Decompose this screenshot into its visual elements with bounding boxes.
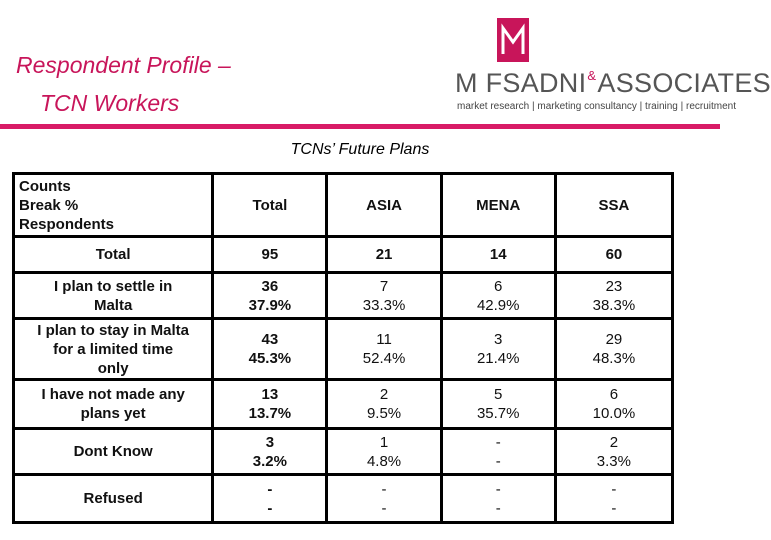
cell-value: 29 <box>605 331 623 348</box>
row-label-line: I plan to settle in <box>53 277 173 295</box>
region-cell <box>328 430 439 473</box>
cell-value: - <box>611 499 617 517</box>
header-divider <box>0 124 720 129</box>
row-label-line: I have not made any <box>41 386 185 403</box>
cell-value: 38.3% <box>592 296 636 314</box>
cell-value: 4.8% <box>366 452 402 470</box>
region-cell <box>557 320 671 378</box>
cell-value: 21.4% <box>476 350 520 367</box>
cell-value: 3 <box>494 331 503 348</box>
cell-value: 45.3% <box>248 350 292 367</box>
cell-value: - <box>495 433 501 451</box>
future-plans-table <box>12 172 674 524</box>
total-cell <box>214 274 325 317</box>
row-label <box>15 476 211 521</box>
region-cell <box>557 430 671 473</box>
table-row <box>15 274 671 317</box>
cell-value: 5 <box>494 386 503 403</box>
region-cell <box>443 430 554 473</box>
header-corner <box>15 175 211 235</box>
title-line-2: TCN Workers <box>40 90 180 116</box>
cell-value: 9.5% <box>366 405 402 422</box>
row-label <box>15 381 211 427</box>
cell-value: 13 <box>261 386 279 403</box>
cell-value: 42.9% <box>476 296 520 314</box>
logo-tagline: market research | marketing consultancy | training | recruitment <box>457 101 737 112</box>
total-row <box>15 238 671 271</box>
region-cell <box>443 274 554 317</box>
cell-value: 48.3% <box>592 350 636 367</box>
header-row <box>15 175 671 235</box>
cell-value: - <box>381 499 387 517</box>
total-cell: 95 <box>214 238 325 271</box>
cell-value: 37.9% <box>248 296 292 314</box>
cell-value: 2 <box>609 433 619 451</box>
cell-value: - <box>267 499 273 517</box>
cell-value: 13.7% <box>248 405 292 422</box>
row-label-line: I plan to stay in Malta <box>37 321 189 339</box>
title-line-1: Respondent Profile – <box>16 52 231 78</box>
column-header: MENA <box>443 175 554 235</box>
data-table-container <box>12 172 674 517</box>
total-cell <box>214 381 325 427</box>
region-cell <box>443 476 554 521</box>
row-label-line: only <box>97 359 129 377</box>
region-cell <box>328 476 439 521</box>
row-label: Total <box>15 238 211 271</box>
cell-value: - <box>495 480 501 498</box>
total-cell <box>214 476 325 521</box>
slide-title <box>16 46 336 122</box>
cell-value: 3.2% <box>252 452 287 470</box>
cell-value: 7 <box>379 277 389 295</box>
region-cell <box>328 274 439 317</box>
region-cell <box>557 381 671 427</box>
row-label-line: plans yet <box>80 405 146 422</box>
cell-value: 3 <box>265 433 275 451</box>
row-label <box>15 430 211 473</box>
table-row <box>15 476 671 521</box>
cell-value: 36 <box>261 277 279 295</box>
table-row <box>15 320 671 378</box>
region-cell <box>328 320 439 378</box>
cell-value: 1 <box>379 433 389 451</box>
region-cell <box>443 320 554 378</box>
row-label-line: Malta <box>93 296 133 314</box>
header-corner-line: Break % <box>19 196 79 214</box>
table-row <box>15 430 671 473</box>
column-header: Total <box>214 175 325 235</box>
column-header: SSA <box>557 175 671 235</box>
cell-value: - <box>267 480 273 498</box>
row-label-line: for a limited time <box>53 340 174 358</box>
cell-value: - <box>495 499 501 517</box>
header-corner-line: Respondents <box>19 215 115 233</box>
cell-value: 3.3% <box>596 452 631 470</box>
cell-value: - <box>495 452 501 470</box>
cell-value: 2 <box>379 386 389 403</box>
row-label-line: Refused <box>83 490 143 507</box>
total-cell <box>214 320 325 378</box>
logo-name: M FSADNI&ASSOCIATES <box>455 68 771 98</box>
cell-value: 23 <box>605 277 623 295</box>
company-logo <box>455 18 771 118</box>
cell-value: 43 <box>261 331 279 348</box>
cell-value: - <box>611 480 617 498</box>
header-corner-line: Counts <box>19 177 71 195</box>
total-cell: 21 <box>328 238 439 271</box>
region-cell <box>328 381 439 427</box>
column-header: ASIA <box>328 175 439 235</box>
cell-value: 52.4% <box>362 350 406 367</box>
row-label <box>15 320 211 378</box>
total-cell <box>214 430 325 473</box>
row-label-line: Dont Know <box>73 443 153 460</box>
row-label <box>15 274 211 317</box>
cell-value: 11 <box>376 331 392 348</box>
logo-mark-icon <box>495 18 531 62</box>
region-cell <box>443 381 554 427</box>
total-cell: 14 <box>443 238 554 271</box>
region-cell <box>557 476 671 521</box>
cell-value: - <box>381 480 387 498</box>
table-row <box>15 381 671 427</box>
region-cell <box>557 274 671 317</box>
table-caption: TCNs’ Future Plans <box>290 141 430 158</box>
cell-value: 6 <box>494 277 503 295</box>
cell-value: 6 <box>609 386 619 403</box>
cell-value: 10.0% <box>592 405 636 422</box>
total-cell: 60 <box>557 238 671 271</box>
cell-value: 33.3% <box>362 296 406 314</box>
cell-value: 35.7% <box>476 405 520 422</box>
